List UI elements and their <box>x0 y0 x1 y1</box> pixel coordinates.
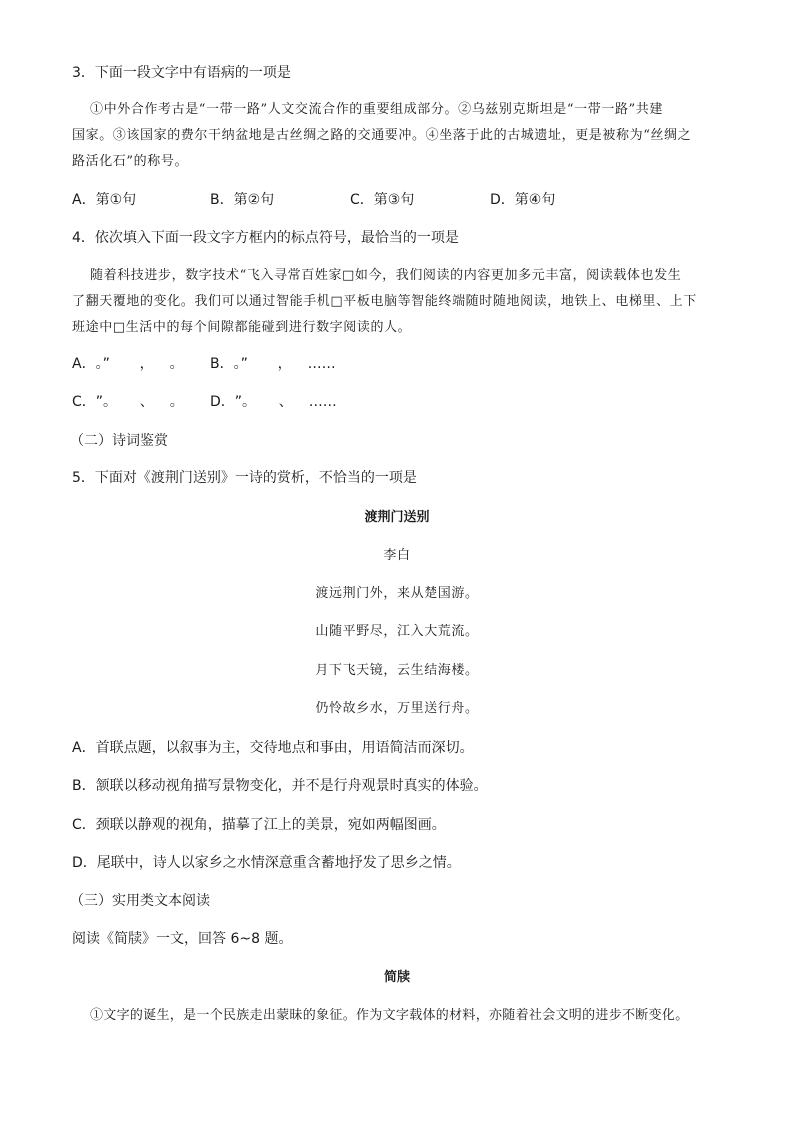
q3-option-d: D．第④句 <box>490 192 556 208</box>
poem-line-3: 月下飞天镜，云生结海楼。 <box>315 663 479 678</box>
q5-option-a: A．首联点题，以叙事为主，交待地点和事由，用语简洁而深切。 <box>72 740 474 756</box>
poem-line-2: 山随平野尽，江入大荒流。 <box>315 624 479 639</box>
q3-passage-line-3: 路活化石”的称号。 <box>72 154 189 169</box>
article-title: 简牍 <box>383 970 410 985</box>
q4-passage-line-2: 了翻天覆地的变化。我们可以通过智能手机□平板电脑等智能终端随时随地阅读，地铁上、电梯里、上下 <box>72 294 697 309</box>
q3-passage-line-1: ①中外合作考古是“一带一路”人文交流合作的重要组成部分。②乌兹别克斯坦是“一带一路”共建 <box>90 102 663 117</box>
q4-passage-line-3: 班途中□生活中的每个间隙都能碰到进行数字阅读的人。 <box>72 320 412 335</box>
section3-instruction: 阅读《简牍》一文，回答 6~8 题。 <box>72 931 293 947</box>
section3-heading: （三）实用类文本阅读 <box>70 893 210 909</box>
q5-stem: 5．下面对《渡荆门送别》一诗的赏析，不恰当的一项是 <box>72 470 417 486</box>
q5-option-d: D．尾联中，诗人以家乡之水情深意重含蓄地抒发了思乡之情。 <box>72 855 461 871</box>
q4-option-a: A．。” ， 。 <box>72 356 184 372</box>
poem-author: 李白 <box>383 548 411 563</box>
q5-option-c: C．颈联以静观的视角，描摹了江上的美景，宛如两幅图画。 <box>72 817 446 833</box>
q5-option-b: B．颔联以移动视角描写景物变化，并不是行舟观景时真实的体验。 <box>72 778 488 794</box>
poem-line-1: 渡远荆门外，来从楚国游。 <box>315 586 479 601</box>
q4-passage-line-1: 随着科技进步，数字技术“飞入寻常百姓家□如今，我们阅读的内容更加多元丰富，阅读载体也发生 <box>90 268 682 283</box>
section2-heading: （二）诗词鉴赏 <box>70 433 168 449</box>
q3-option-a: A．第①句 <box>72 192 137 208</box>
q4-option-b: B．。” ， …… <box>210 356 336 372</box>
q4-option-d: D．”。 、 …… <box>210 394 337 410</box>
q3-passage-line-2: 国家。③该国家的费尔干纳盆地是古丝绸之路的交通要冲。④坐落于此的古城遗址，更是被称为“丝绸之 <box>72 128 692 143</box>
q4-stem: 4．依次填入下面一段文字方框内的标点符号，最恰当的一项是 <box>72 230 459 246</box>
q3-option-b: B．第②句 <box>210 192 275 208</box>
q4-option-c: C．”。 、 。 <box>72 394 184 410</box>
poem-title: 渡荆门送别 <box>364 510 430 525</box>
poem-line-4: 仍怜故乡水，万里送行舟。 <box>315 701 479 716</box>
q3-stem: 3．下面一段文字中有语病的一项是 <box>72 65 291 81</box>
article-first-paragraph: ①文字的诞生，是一个民族走出蒙昧的象征。作为文字载体的材料，亦随着社会文明的进步不断变化。 <box>90 1008 689 1023</box>
q3-option-c: C．第③句 <box>350 192 415 208</box>
